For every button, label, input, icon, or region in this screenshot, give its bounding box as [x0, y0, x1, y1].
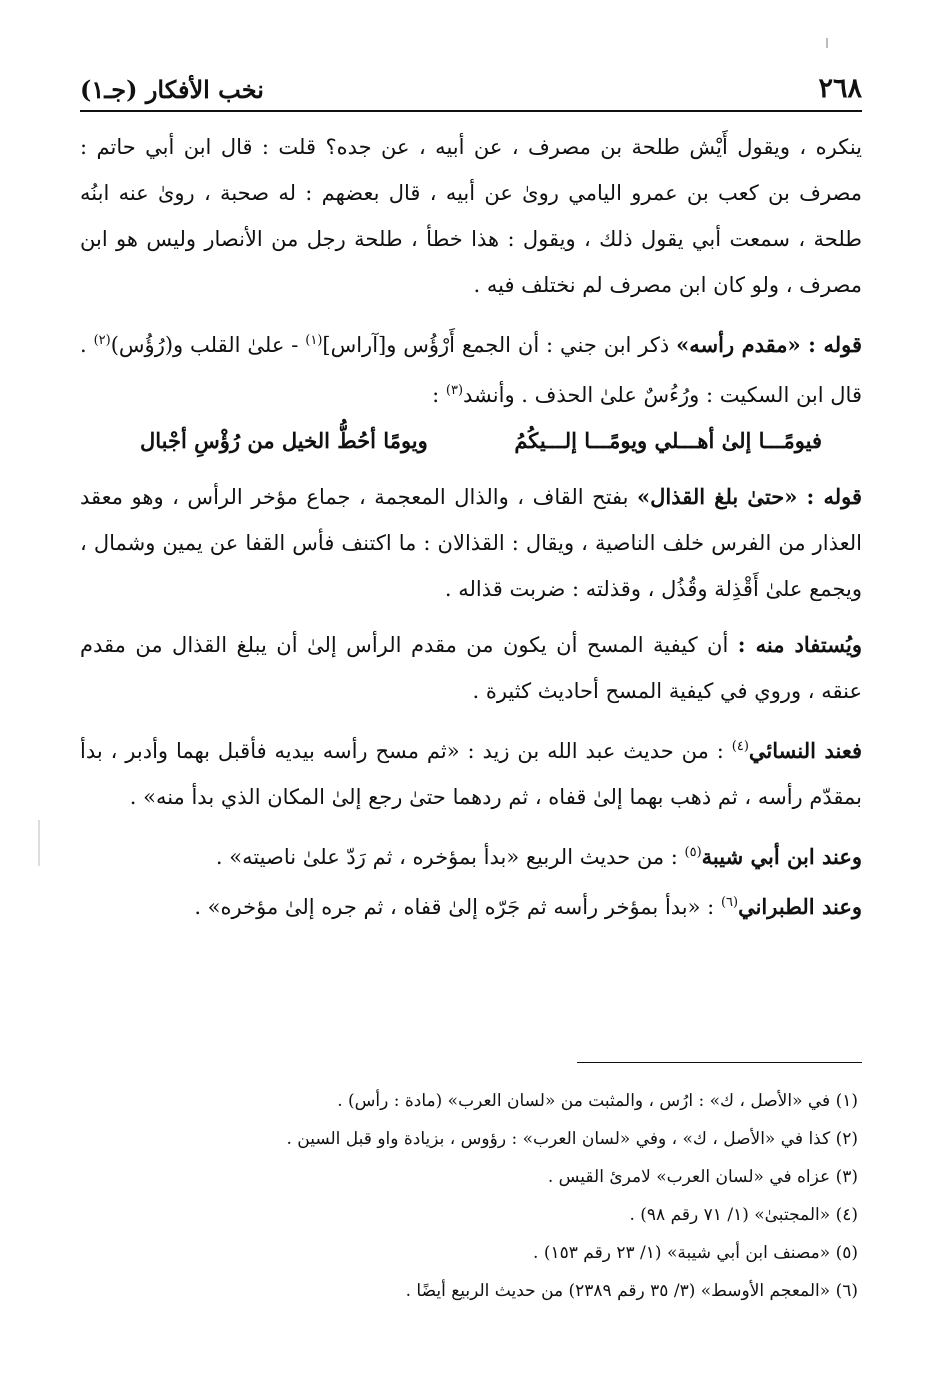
page-number: ٢٦٨ [818, 73, 862, 104]
paragraph-text: : [432, 383, 446, 407]
book-title: نخب الأفكار (جـ١) [80, 75, 264, 104]
footnote-ref: (١) [305, 333, 323, 348]
margin-mark [826, 38, 828, 48]
paragraph-lead: قوله : «حتىٰ بلغ القذال» [637, 484, 862, 509]
footnote: (٣) عزاه في «لسان العرب» لامرئ القيس . [547, 1167, 858, 1187]
paragraph [80, 622, 862, 714]
paragraph-text: : من حديث الربيع «بدأ بمؤخره ، ثم رَدّ علىٰ ناصيته» . [215, 845, 685, 869]
paragraph-text: أن كيفية المسح أن يكون من مقدم الرأس إلىٰ أن يبلغ القذال من مقدم عنقه ، وروي في كيفية المسح أحاديث كثيرة . [80, 633, 862, 703]
main-text [80, 124, 862, 930]
paragraph-text: . قال ابن السكيت : ورُءُسٌ علىٰ الحذف . وأنشد [80, 333, 862, 407]
poem-verse [80, 418, 862, 464]
footnote-ref: (٢) [93, 333, 111, 348]
paragraph-lead: وعند الطبراني [738, 894, 862, 919]
footnote-ref: (٦) [720, 895, 739, 910]
footnote-ref: (٥) [684, 845, 702, 860]
footnote-separator [577, 1062, 862, 1063]
poem-hemistich-second: ويومًا أحُطُّ الخيل من رُؤْسِ أجْبال [140, 428, 428, 453]
paragraph-lead: فعند النسائي [748, 738, 863, 763]
paragraph-text: : من حديث عبد الله بن زيد : «ثم مسح رأسه بيديه فأقبل بهما وأدبر ، بدأ بمقدّم رأسه ، ثم ذهب بهما إلىٰ قفاه ، ثم ردهما حتىٰ رجع إلىٰ المكان الذي بدأ منه» . [80, 739, 862, 809]
paragraph [80, 880, 862, 930]
paragraph-text: بفتح القاف ، والذال المعجمة ، جماع مؤخر الرأس ، وهو معقد العذار من الفرس خلف الناصية ، ويقال : القذالان : ما اكتنف فأس القفا عن يمين وشمال ، ويجمع علىٰ أَقْذِلة وقُذُل ، وقذلته : ضربت قذاله . [80, 485, 862, 601]
footnote: (٦) «المعجم الأوسط» (٣/ ٣٥ رقم ٢٣٨٩) من حديث الربيع أيضًا . [405, 1281, 858, 1301]
footnote: (٢) كذا في «الأصل ، ك» ، وفي «لسان العرب» : رؤوس ، بزيادة واو قبل السين . [286, 1129, 858, 1149]
footnote-ref: (٣) [445, 383, 464, 398]
paragraph-lead: وعند ابن أبي شيبة [701, 844, 862, 869]
paragraph [80, 124, 862, 308]
footnote-ref: (٤) [731, 739, 749, 754]
footnote: (٤) «المجتبىٰ» (١/ ٧١ رقم ٩٨) . [629, 1205, 858, 1225]
paragraph-lead: ويُستفاد منه : [737, 632, 862, 657]
paragraph-text: ذكر ابن جني : أن الجمع أَرْؤُس و[آراس] [322, 333, 677, 357]
paragraph-text: : «بدأ بمؤخر رأسه ثم جَرّه إلىٰ قفاه ، ثم جره إلىٰ مؤخره» . [194, 895, 721, 919]
footnote: (١) في «الأصل ، ك» : ارُس ، والمثبت من «لسان العرب» (مادة : رأس) . [337, 1091, 858, 1111]
footnotes [80, 1082, 858, 1310]
paragraph [80, 724, 862, 820]
paragraph-text: ينكره ، ويقول أَيْش طلحة بن مصرف ، عن أبيه ، عن جده؟ قلت : قال ابن أبي حاتم : مصرف بن كعب بن عمرو اليامي روىٰ عن أبيه ، قال بعضهم : له صحبة ، روىٰ عنه ابنُه طلحة ، سمعت أبي يقول ذلك ، ويقول : هذا خطأ ، طلحة رجل من الأنصار وليس هو ابن مصرف ، ولو كان ابن مصرف لم نختلف فيه . [80, 135, 862, 297]
paragraph [80, 474, 862, 612]
footnote: (٥) «مصنف ابن أبي شيبة» (١/ ٢٣ رقم ١٥٣) . [533, 1243, 858, 1263]
poem-hemistich-first: فيومًـــا إلىٰ أهـــلي ويومًـــا إلـــيكُمُ [514, 428, 822, 453]
running-header [80, 64, 862, 112]
paragraph-lead: قوله : «مقدم رأسه» [676, 332, 862, 357]
paragraph [80, 318, 862, 418]
paragraph [80, 830, 862, 880]
paragraph-text: - علىٰ القلب و(رُؤُس) [110, 333, 306, 357]
margin-mark [38, 820, 40, 866]
